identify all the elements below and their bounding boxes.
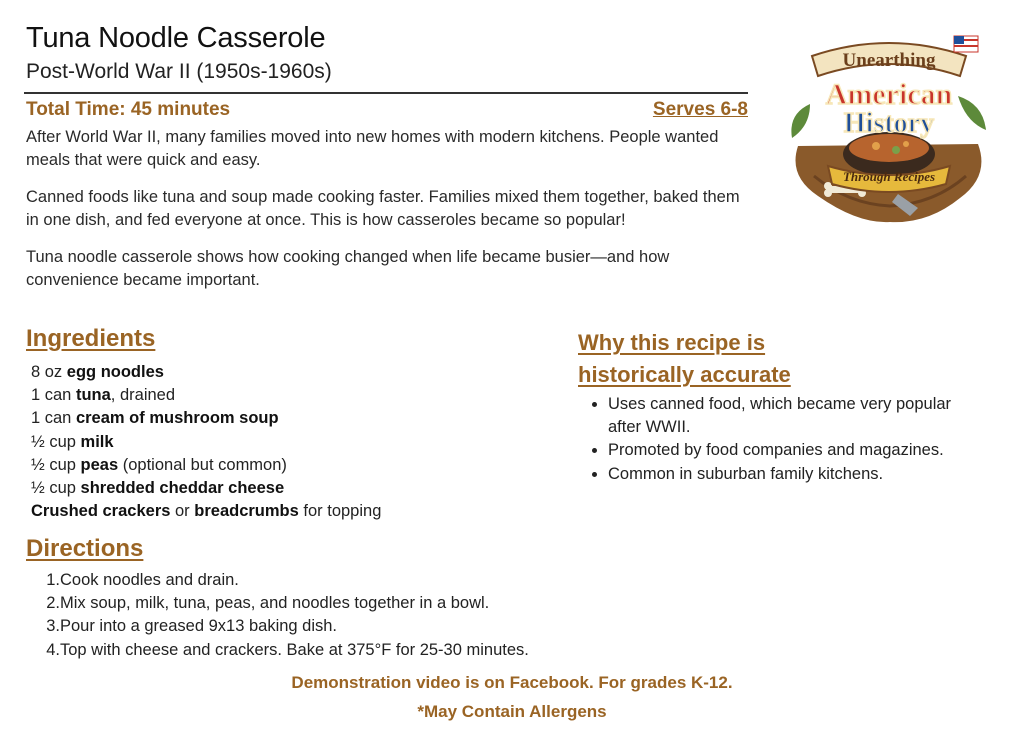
ingredient-item: [31, 477, 381, 500]
directions-heading: Directions: [26, 535, 144, 562]
intro-paragraph: After World War II, many families moved into new homes with modern kitchens. People wanted meals that were quick and easy.: [26, 128, 719, 169]
direction-step: [42, 615, 529, 638]
intro-text: [26, 126, 756, 306]
serves-count: Serves 6-8: [652, 99, 748, 120]
step-number: 4.: [46, 640, 60, 659]
ingredient-name: peas: [80, 455, 119, 474]
ingredient-item: [31, 384, 381, 407]
title-divider: [24, 92, 748, 94]
stew-chunk: [872, 142, 880, 150]
step-number: 1.: [46, 571, 60, 589]
leaf-icon: [958, 96, 986, 130]
flag-canton: [954, 36, 964, 44]
intro-paragraph: Canned foods like tuna and soup made cooking faster. Families mixed them together, baked them in one dish, and fed everyone at once. This is how casseroles became so popular!: [26, 188, 740, 229]
ingredient-name: breadcrumbs: [194, 502, 299, 521]
ingredient-item: [31, 431, 381, 454]
total-time: Total Time: 45 minutes: [26, 99, 231, 120]
brand-logo: [778, 26, 1000, 226]
ingredient-amount: ½ cup: [31, 479, 81, 498]
ingredient-name: milk: [80, 432, 114, 451]
ingredient-item: [31, 361, 381, 384]
why-point: • Common in suburban family kitchens.: [608, 463, 988, 486]
stew-chunk: [903, 141, 909, 147]
leaf-icon: [791, 104, 810, 138]
ingredient-name: Crushed crackers: [31, 502, 171, 521]
meta-row: [26, 99, 748, 121]
ingredient-item: [31, 454, 381, 477]
logo-word: American: [825, 78, 953, 111]
logo-word: History: [843, 108, 935, 139]
step-text: Pour into a greased 9x13 baking dish.: [60, 617, 338, 636]
step-number: 2.: [46, 594, 60, 613]
ingredients-heading: Ingredients: [26, 325, 156, 352]
ingredient-amount: 1 can: [31, 409, 76, 428]
direction-step: [42, 639, 529, 662]
era-subtitle: Post-World War II (1950s-1960s): [26, 60, 332, 83]
why-heading-line: Why this recipe is: [578, 330, 766, 355]
direction-step: [42, 592, 529, 615]
step-text: Top with cheese and crackers. Bake at 375°F for 25-30 minutes.: [60, 640, 529, 659]
why-heading-line: historically accurate: [578, 362, 791, 387]
why-list: [586, 393, 988, 486]
why-heading: [578, 327, 791, 391]
ingredient-name: tuna: [75, 386, 111, 405]
ingredient-name: egg noodles: [66, 363, 164, 381]
logo-graphic: [778, 26, 1000, 226]
ingredient-amount: 1 can: [31, 386, 76, 405]
ingredient-note: (optional but common): [118, 455, 287, 474]
ingredient-amount: ½ cup: [31, 455, 81, 474]
stew-chunk: [892, 146, 900, 154]
directions-list: [42, 569, 529, 662]
page-title: Tuna Noodle Casserole: [26, 22, 326, 54]
ingredient-note: or: [170, 502, 195, 521]
step-text: Mix soup, milk, tuna, peas, and noodles together in a bowl.: [60, 594, 490, 613]
why-point: • Promoted by food companies and magazines.: [608, 439, 988, 462]
footer-note: Demonstration video is on Facebook. For grades K-12.: [291, 673, 733, 692]
ingredient-name: shredded cheddar cheese: [80, 479, 285, 498]
ingredient-note: for topping: [298, 502, 382, 521]
why-point: • Uses canned food, which became very popular after WWII.: [608, 393, 988, 439]
logo-word: Unearthing: [842, 50, 936, 71]
allergen-note: *May Contain Allergens: [417, 702, 607, 721]
step-text: Cook noodles and drain.: [60, 571, 239, 589]
ingredient-name: cream of mushroom soup: [75, 409, 279, 428]
ingredient-item: [31, 407, 381, 430]
ingredient-amount: ½ cup: [31, 432, 81, 451]
ingredient-note: , drained: [110, 386, 176, 405]
step-number: 3.: [46, 617, 60, 636]
intro-paragraph: Tuna noodle casserole shows how cooking changed when life became busier—and how convenience became important.: [26, 248, 670, 289]
logo-tagline: Through Recipes: [842, 169, 936, 184]
bone-end: [824, 189, 832, 197]
ingredient-item: [31, 500, 381, 523]
ingredient-amount: 8 oz: [31, 363, 67, 381]
direction-step: [42, 569, 529, 592]
ingredients-list: [31, 361, 381, 523]
